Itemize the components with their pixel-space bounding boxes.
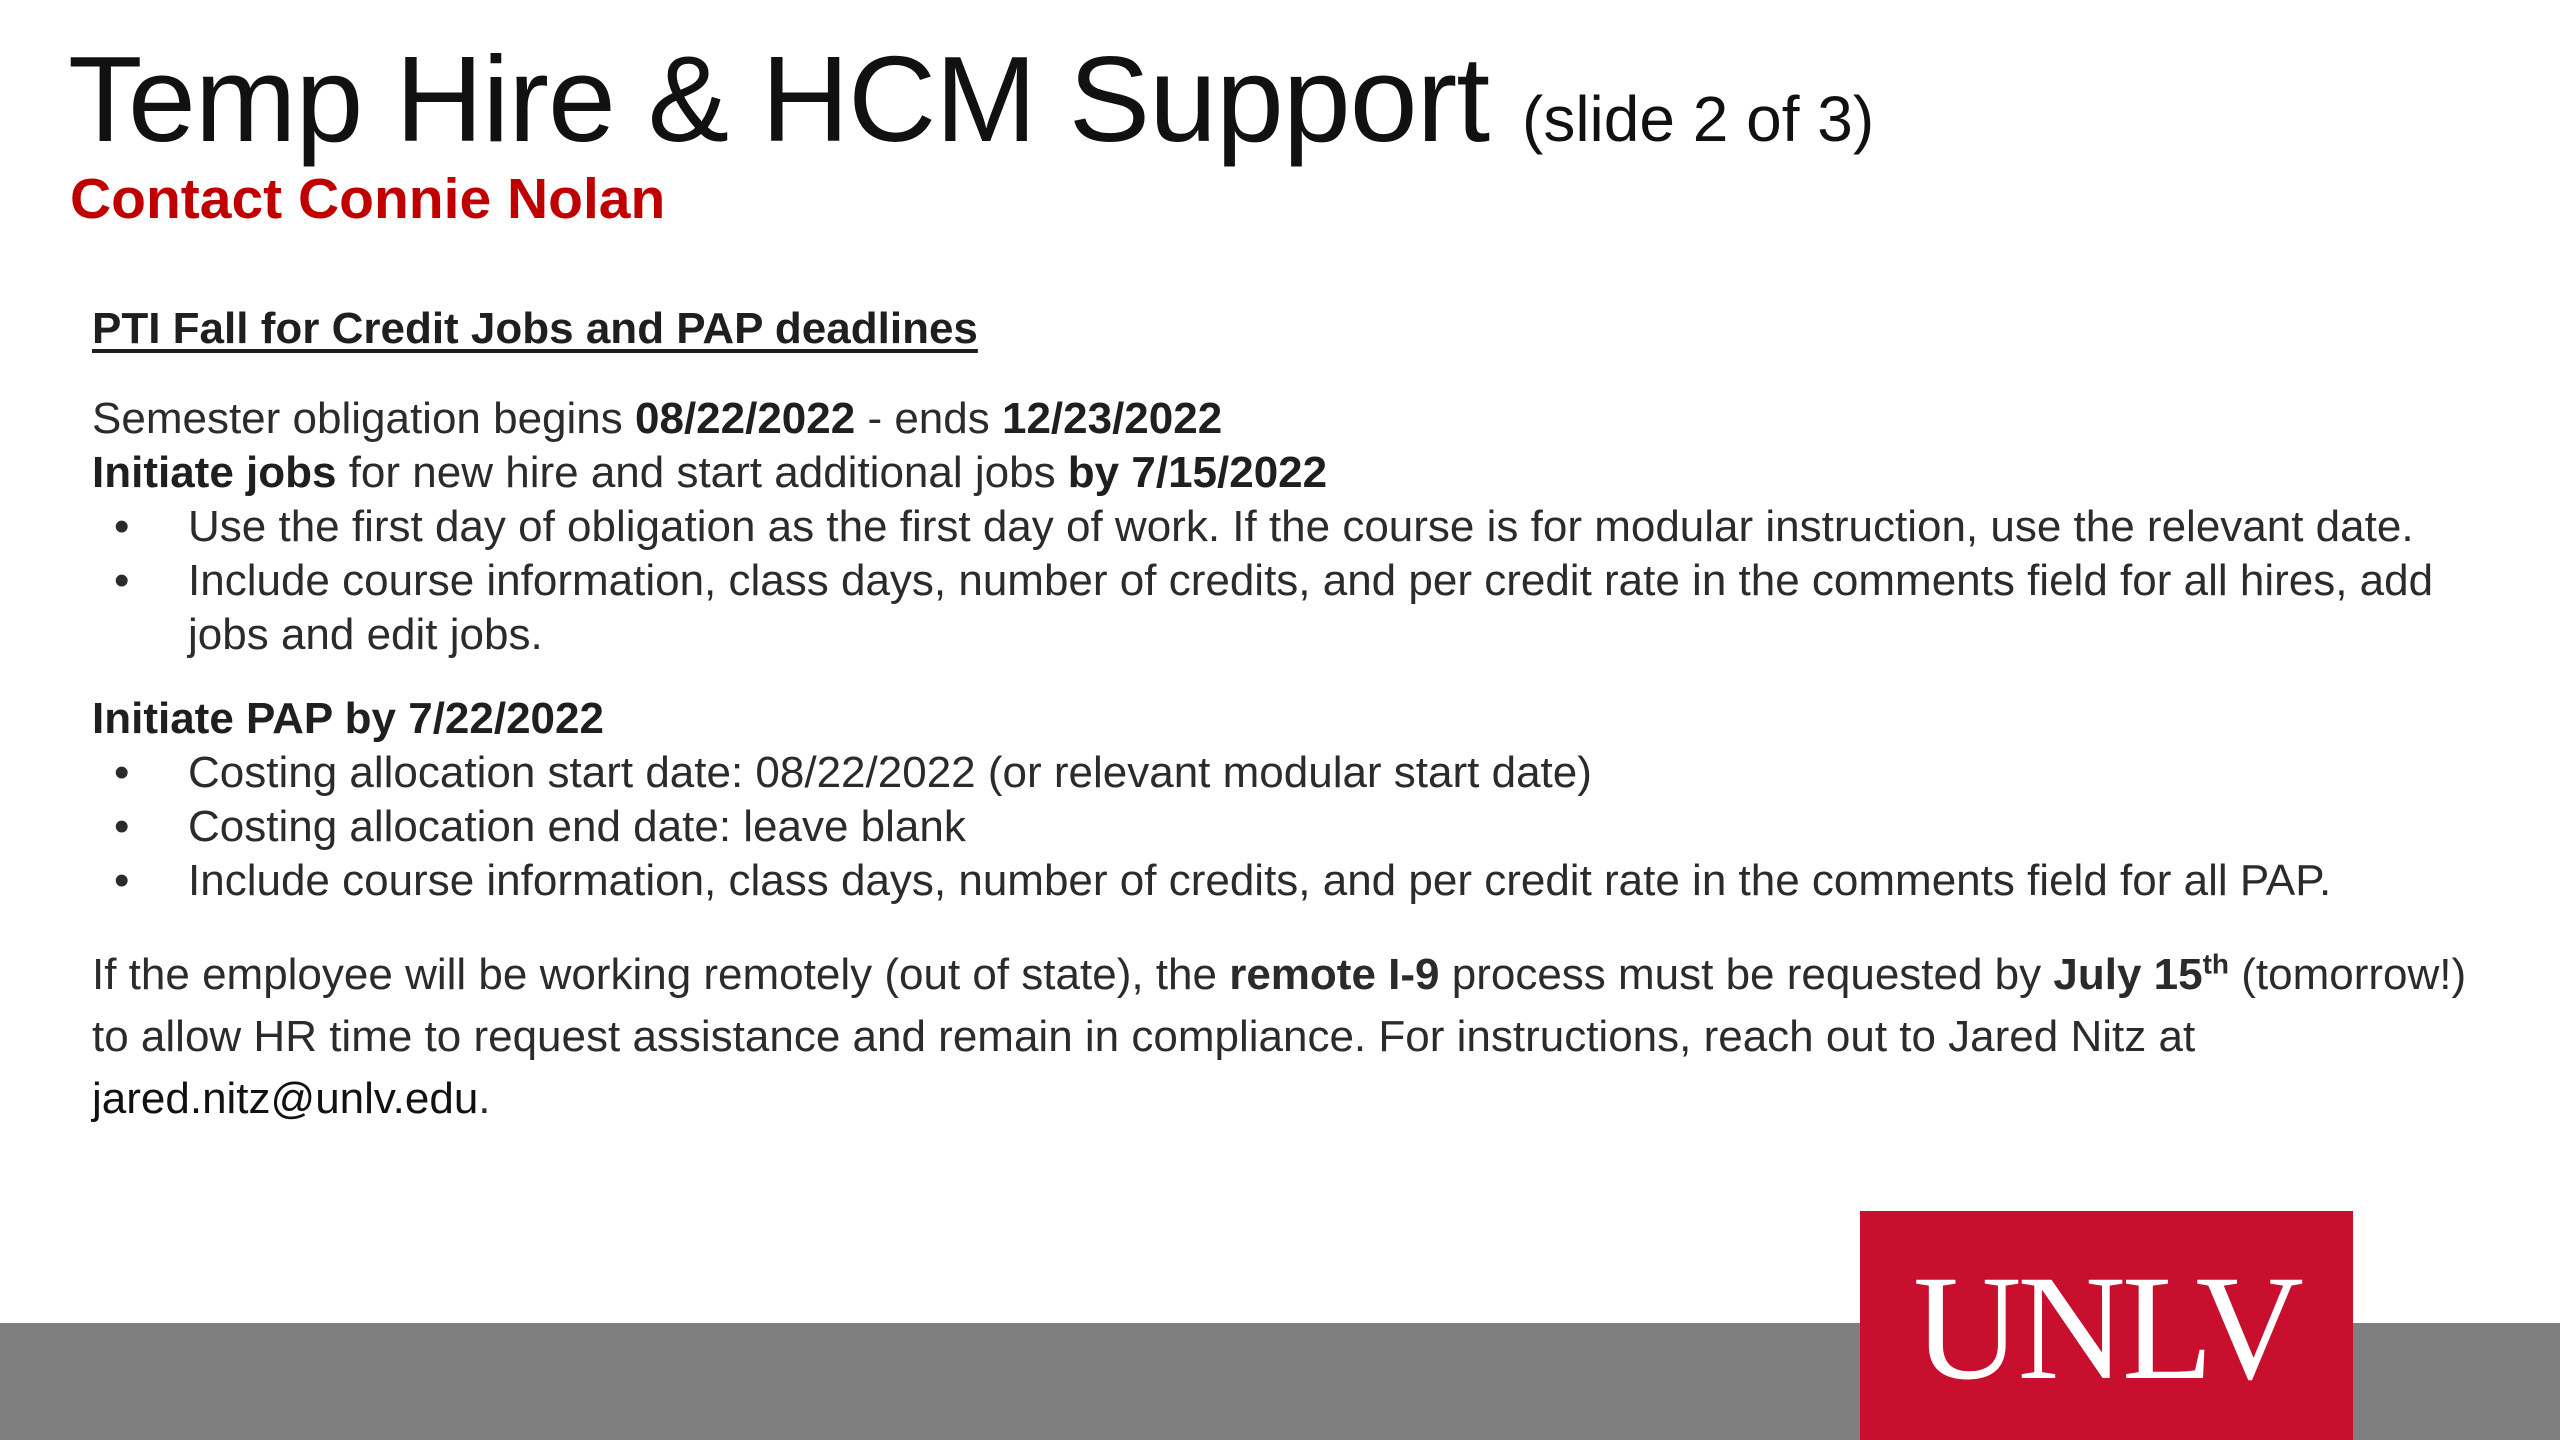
slide-indicator: (slide 2 of 3) [1522, 83, 1875, 155]
initiate-pap-heading [92, 692, 2472, 746]
list-item: • Costing allocation start date: 08/22/2022 (or relevant modular start date) [92, 746, 2472, 800]
obligation-middle: - ends [855, 394, 1002, 443]
list-item: • Costing allocation end date: leave blank [92, 800, 2472, 854]
obligation-start-date: 08/22/2022 [635, 394, 856, 443]
unlv-logo-text: UNLV [1913, 1244, 2300, 1411]
initiate-pap-bullets [92, 746, 2472, 908]
remote-i9-paragraph [92, 944, 2472, 1130]
remote-deadline-suffix: th [2202, 948, 2230, 980]
remote-i9-label: remote I-9 [1229, 950, 1440, 999]
remote-text-3: (tomorrow!) to allow HR time to request assistance and remain in compliance. For instructions, reach out to Jared Nitz at [92, 950, 2467, 1061]
obligation-line [92, 392, 2472, 446]
contact-subtitle: Contact Connie Nolan [70, 167, 666, 231]
initiate-jobs-bullets [92, 500, 2472, 662]
slide-title-main: Temp Hire & HCM Support [68, 31, 1490, 167]
unlv-logo [1860, 1211, 2353, 1440]
contact-email: jared.nitz@unlv.edu [92, 1074, 479, 1123]
remote-deadline: July 15 [2053, 950, 2203, 999]
section-heading: PTI Fall for Credit Jobs and PAP deadlines [92, 304, 978, 353]
remote-text-4: . [478, 1074, 491, 1123]
title-block [68, 31, 1875, 231]
obligation-end-date: 12/23/2022 [1001, 394, 1223, 443]
initiate-jobs-lead: Initiate jobs [92, 448, 337, 497]
remote-text-1: If the employee will be working remotely (out of state), the [92, 950, 1230, 999]
initiate-jobs-line [92, 446, 2472, 500]
initiate-pap-heading-text: Initiate PAP by 7/22/2022 [92, 694, 604, 743]
list-item: • Include course information, class days, number of credits, and per credit rate in the comments field for all hires, add jobs and edit jobs. [92, 554, 2472, 662]
initiate-jobs-deadline: by 7/15/2022 [1067, 448, 1328, 497]
initiate-jobs-text: for new hire and start additional jobs [336, 448, 1068, 497]
obligation-prefix: Semester obligation begins [92, 394, 635, 443]
slide-title [68, 31, 1875, 167]
remote-text-2: process must be requested by [1439, 950, 2054, 999]
list-item: • Use the first day of obligation as the first day of work. If the course is for modular instruction, use the relevant date. [92, 500, 2472, 554]
slide-content [92, 302, 2472, 1130]
list-item: • Include course information, class days, number of credits, and per credit rate in the comments field for all PAP. [92, 854, 2472, 908]
